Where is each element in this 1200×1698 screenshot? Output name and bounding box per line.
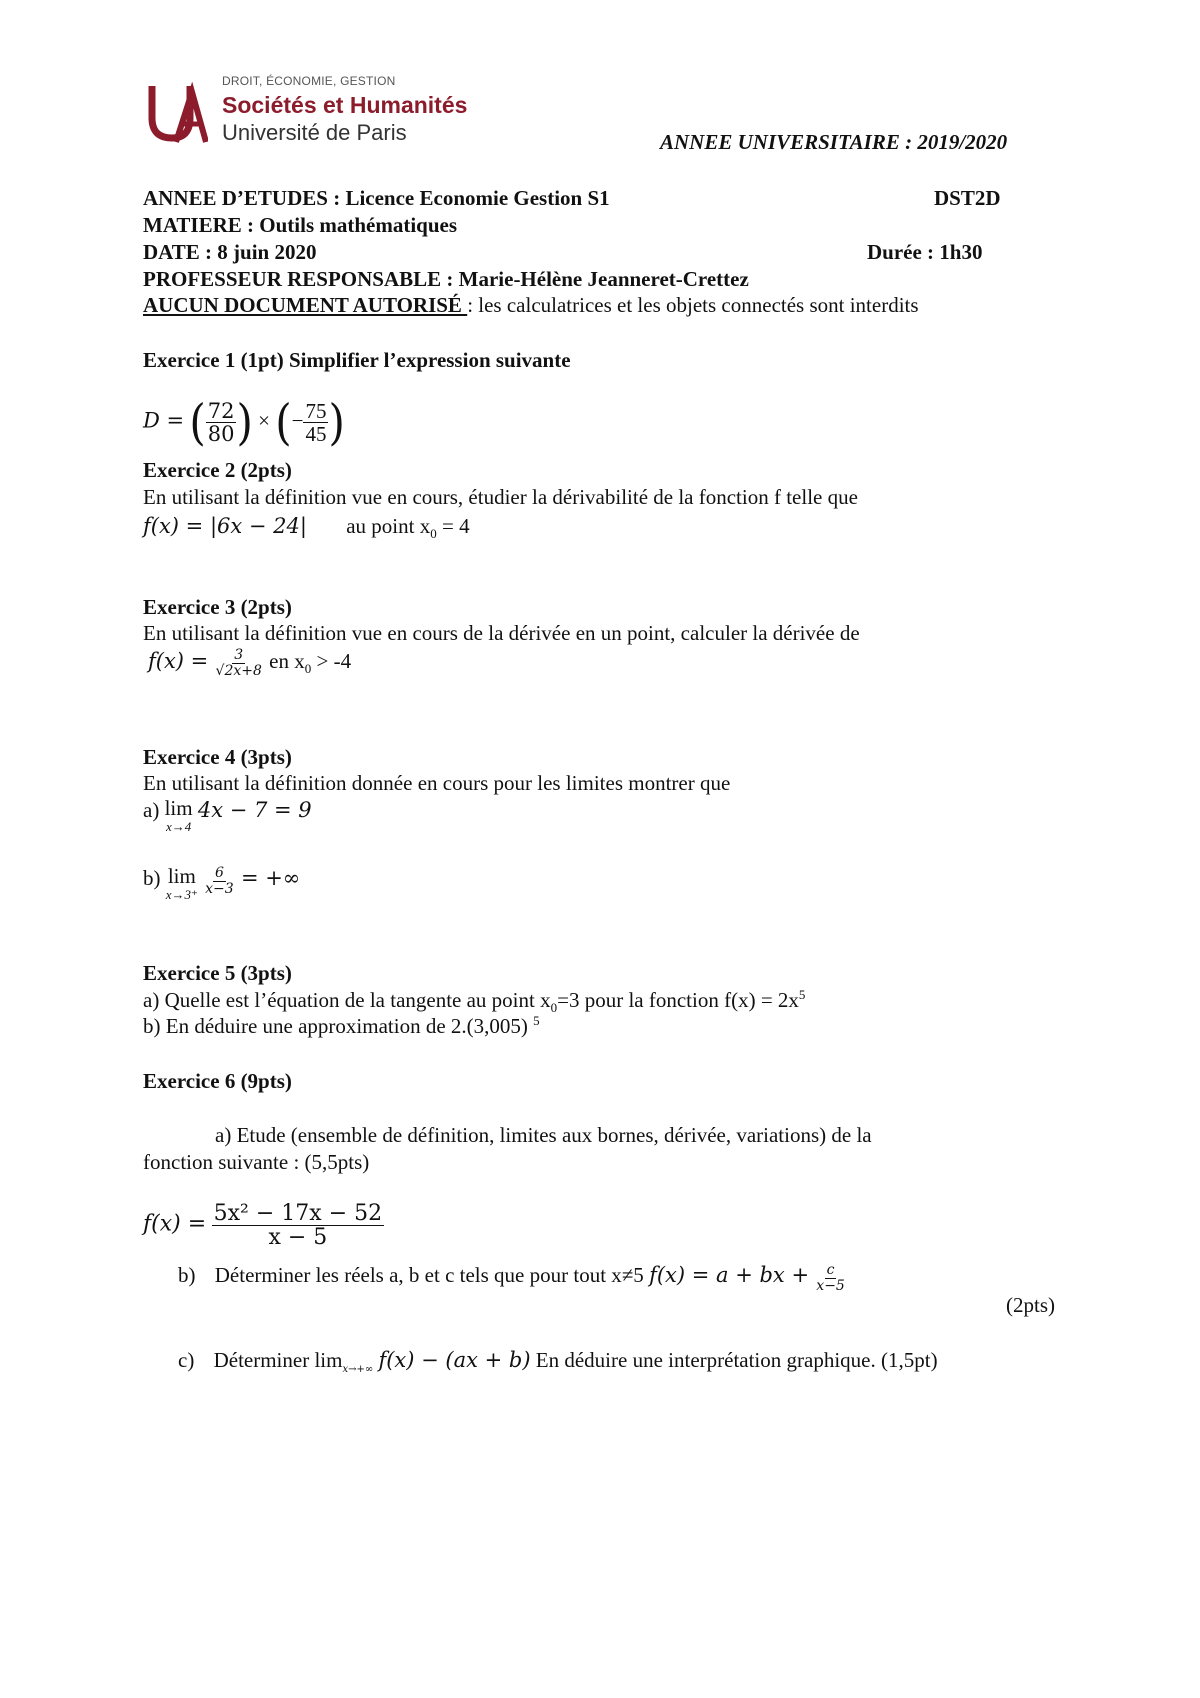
exercise-5-b: b) En déduire une approximation de 2.(3,005) $^5$ [143,1013,540,1038]
exercise-2-text: En utilisant la définition vue en cours, étudier la dérivabilité de la fonction f telle que [143,485,858,509]
exercise-3-formula: f(x) = $\frac{3}{√2x+8}$ en $x_0 > -4$ [148,647,352,679]
exercise-5-a: a) Quelle est l’équation de la tangente au point $x_0=3$ pour la fonction $f(x) = 2x^5$ [143,987,806,1016]
logo-emblem-icon [146,82,208,144]
exercise-4-title: Exercice 4 (3pts) [143,745,292,769]
exercise-6-b-points: (2pts) [1006,1293,1055,1317]
exercise-4-a: a) lim x→4 4x − 7 = 9 [143,796,312,834]
exercise-3-title: Exercice 3 (2pts) [143,595,292,619]
logo-title: Sociétés et Humanités [222,92,468,118]
university-logo [146,74,486,144]
logo-dept: DROIT, ÉCONOMIE, GESTION [222,74,396,88]
exercise-4-b: b) lim x→3⁺ $\frac{6}{x-3}$ = +∞ [143,864,301,902]
exercise-5-title: Exercice 5 (3pts) [143,961,292,985]
exercise-6-a-line2: fonction suivante : (5,5pts) [143,1150,370,1174]
exercise-1-title: Exercice 1 (1pt) Simplifier l’expression suivante [143,348,571,372]
exercise-6-b: b) Déterminer les réels a, b et c tels que pour tout x≠5 f(x) = a + bx + $\frac{c}{x-5}$ [178,1262,845,1294]
professor: PROFESSEUR RESPONSABLE : Marie-Hélène Jeanneret-Crettez [143,267,749,291]
document-rule [143,293,919,318]
exercise-2-title: Exercice 2 (2pts) [143,458,292,482]
exercise-6-function: f(x) = $\frac{\text{5x² − 17x − 52}}{x - 5}$ [143,1201,383,1251]
study-year: ANNEE D’ETUDES : Licence Economie Gestion S1 [143,186,610,210]
exercise-1-formula: D = ( $\frac{72}{80}$ ) × (− $\frac{75}{45}$ ) [143,394,345,451]
exam-code: DST2D [934,186,1001,210]
exercise-6-a-line1: a) Etude (ensemble de définition, limites aux bornes, dérivée, variations) de la [215,1123,872,1147]
exercise-2-formula: f(x) = |6x − 24| au point $x_0 = 4$ [143,514,470,542]
logo-university: Université de Paris [222,120,407,145]
exercise-6-c: c) Déterminer $\lim_{x\to+\infty} f(x) - (ax + b)$ En déduire une interprétation graphique. (1,5pt) [178,1348,938,1376]
document-rule-label: AUCUN DOCUMENT AUTORISÉ [143,293,468,317]
exercise-3-text: En utilisant la définition vue en cours de la dérivée en un point, calculer la dérivée de [143,621,860,645]
document-rule-text: : les calculatrices et les objets connectés sont interdits [467,293,919,317]
exercise-6-title: Exercice 6 (9pts) [143,1069,292,1093]
subject: MATIERE : Outils mathématiques [143,213,458,237]
exam-date: DATE : 8 juin 2020 [143,240,317,264]
exam-duration: Durée : 1h30 [867,240,983,264]
exercise-4-text: En utilisant la définition donnée en cours pour les limites montrer que [143,771,731,795]
academic-year: ANNEE UNIVERSITAIRE : 2019/2020 [660,130,1008,154]
